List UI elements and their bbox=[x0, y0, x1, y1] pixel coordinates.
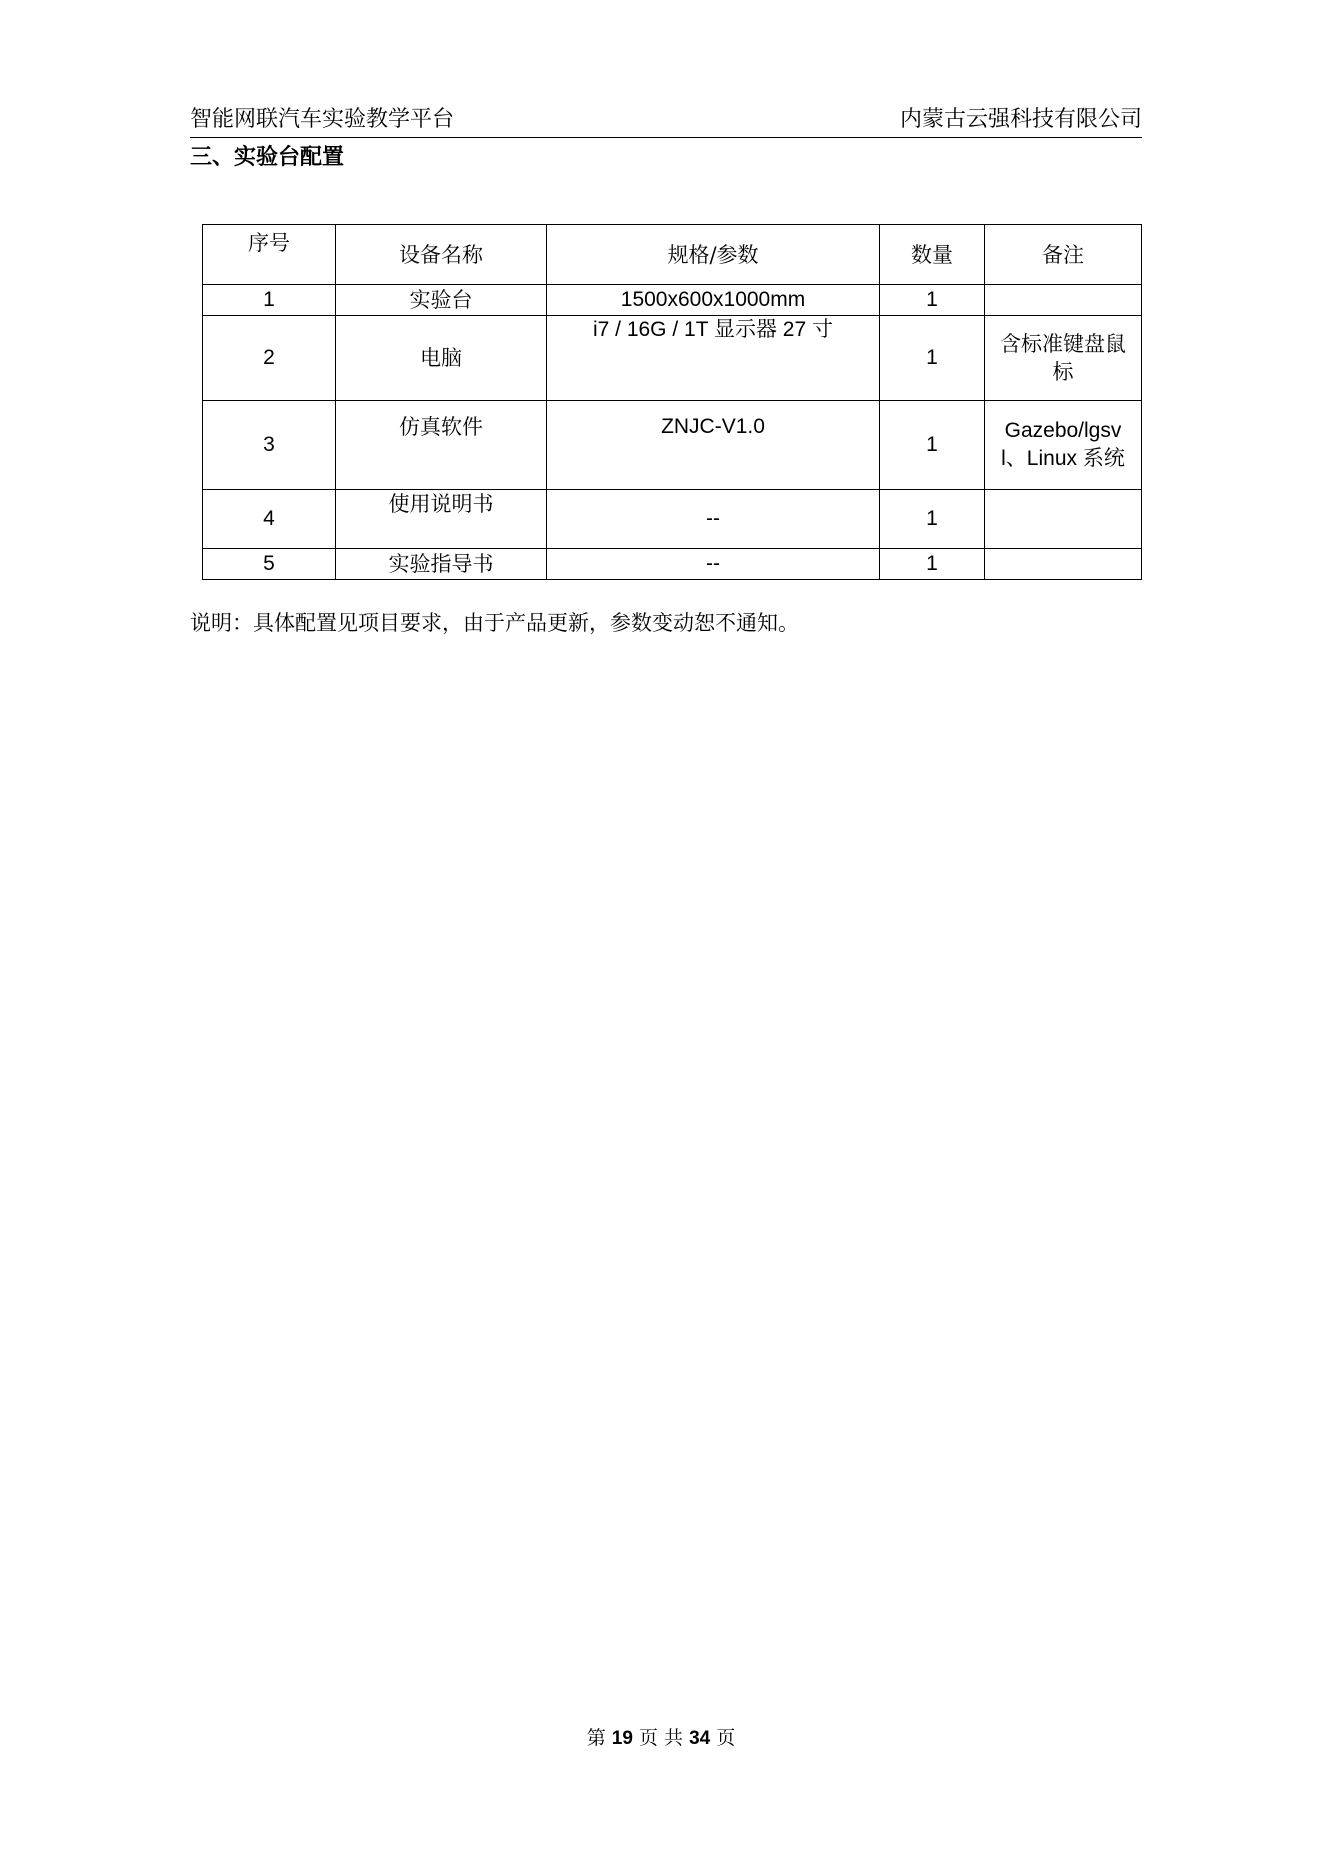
table-header-row bbox=[203, 225, 1142, 285]
cell-note: 含标准键盘鼠标 bbox=[985, 316, 1142, 401]
footer-page-number: 19 bbox=[611, 1728, 633, 1749]
cell-note bbox=[985, 490, 1142, 549]
page-footer bbox=[0, 1725, 1322, 1752]
table-row bbox=[203, 316, 1142, 401]
cell-no: 4 bbox=[203, 490, 336, 549]
cell-qty: 1 bbox=[880, 285, 985, 316]
header-cell-qty: 数量 bbox=[880, 225, 985, 285]
footer-suffix: 页 bbox=[716, 1727, 736, 1749]
header-company: 内蒙古云强科技有限公司 bbox=[899, 107, 1142, 132]
footer-middle: 页 共 bbox=[638, 1727, 684, 1749]
cell-name: 电脑 bbox=[336, 316, 547, 401]
cell-no: 1 bbox=[203, 285, 336, 316]
cell-spec: -- bbox=[547, 549, 880, 580]
table-row bbox=[203, 285, 1142, 316]
header-title: 智能网联汽车实验教学平台 bbox=[190, 107, 455, 132]
table-row bbox=[203, 401, 1142, 490]
table-row bbox=[203, 549, 1142, 580]
cell-spec: -- bbox=[547, 490, 880, 549]
header-cell-note: 备注 bbox=[985, 225, 1142, 285]
cell-qty: 1 bbox=[880, 490, 985, 549]
footer-prefix: 第 bbox=[586, 1727, 606, 1749]
cell-spec: 1500x600x1000mm bbox=[547, 285, 880, 316]
cell-name: 实验台 bbox=[336, 285, 547, 316]
cell-no: 5 bbox=[203, 549, 336, 580]
section-title: 三、实验台配置 bbox=[190, 144, 345, 170]
cell-qty: 1 bbox=[880, 549, 985, 580]
cell-spec: i7 / 16G / 1T 显示器 27 寸 bbox=[547, 316, 880, 401]
cell-name: 仿真软件 bbox=[336, 401, 547, 490]
cell-qty: 1 bbox=[880, 401, 985, 490]
table-row bbox=[203, 490, 1142, 549]
cell-spec: ZNJC-V1.0 bbox=[547, 401, 880, 490]
cell-no: 3 bbox=[203, 401, 336, 490]
cell-name: 实验指导书 bbox=[336, 549, 547, 580]
header-cell-spec: 规格/参数 bbox=[547, 225, 880, 285]
cell-no: 2 bbox=[203, 316, 336, 401]
cell-name: 使用说明书 bbox=[336, 490, 547, 549]
cell-note: Gazebo/lgsvl、Linux 系统 bbox=[985, 401, 1142, 490]
header-cell-no: 序号 bbox=[203, 225, 336, 285]
cell-qty: 1 bbox=[880, 316, 985, 401]
note-text: 说明：具体配置见项目要求，由于产品更新，参数变动恕不通知。 bbox=[190, 611, 799, 635]
cell-note bbox=[985, 285, 1142, 316]
footer-total-pages: 34 bbox=[689, 1728, 711, 1749]
header-cell-name: 设备名称 bbox=[336, 225, 547, 285]
config-table bbox=[202, 224, 1142, 580]
cell-note bbox=[985, 549, 1142, 580]
page-header bbox=[190, 104, 1142, 138]
